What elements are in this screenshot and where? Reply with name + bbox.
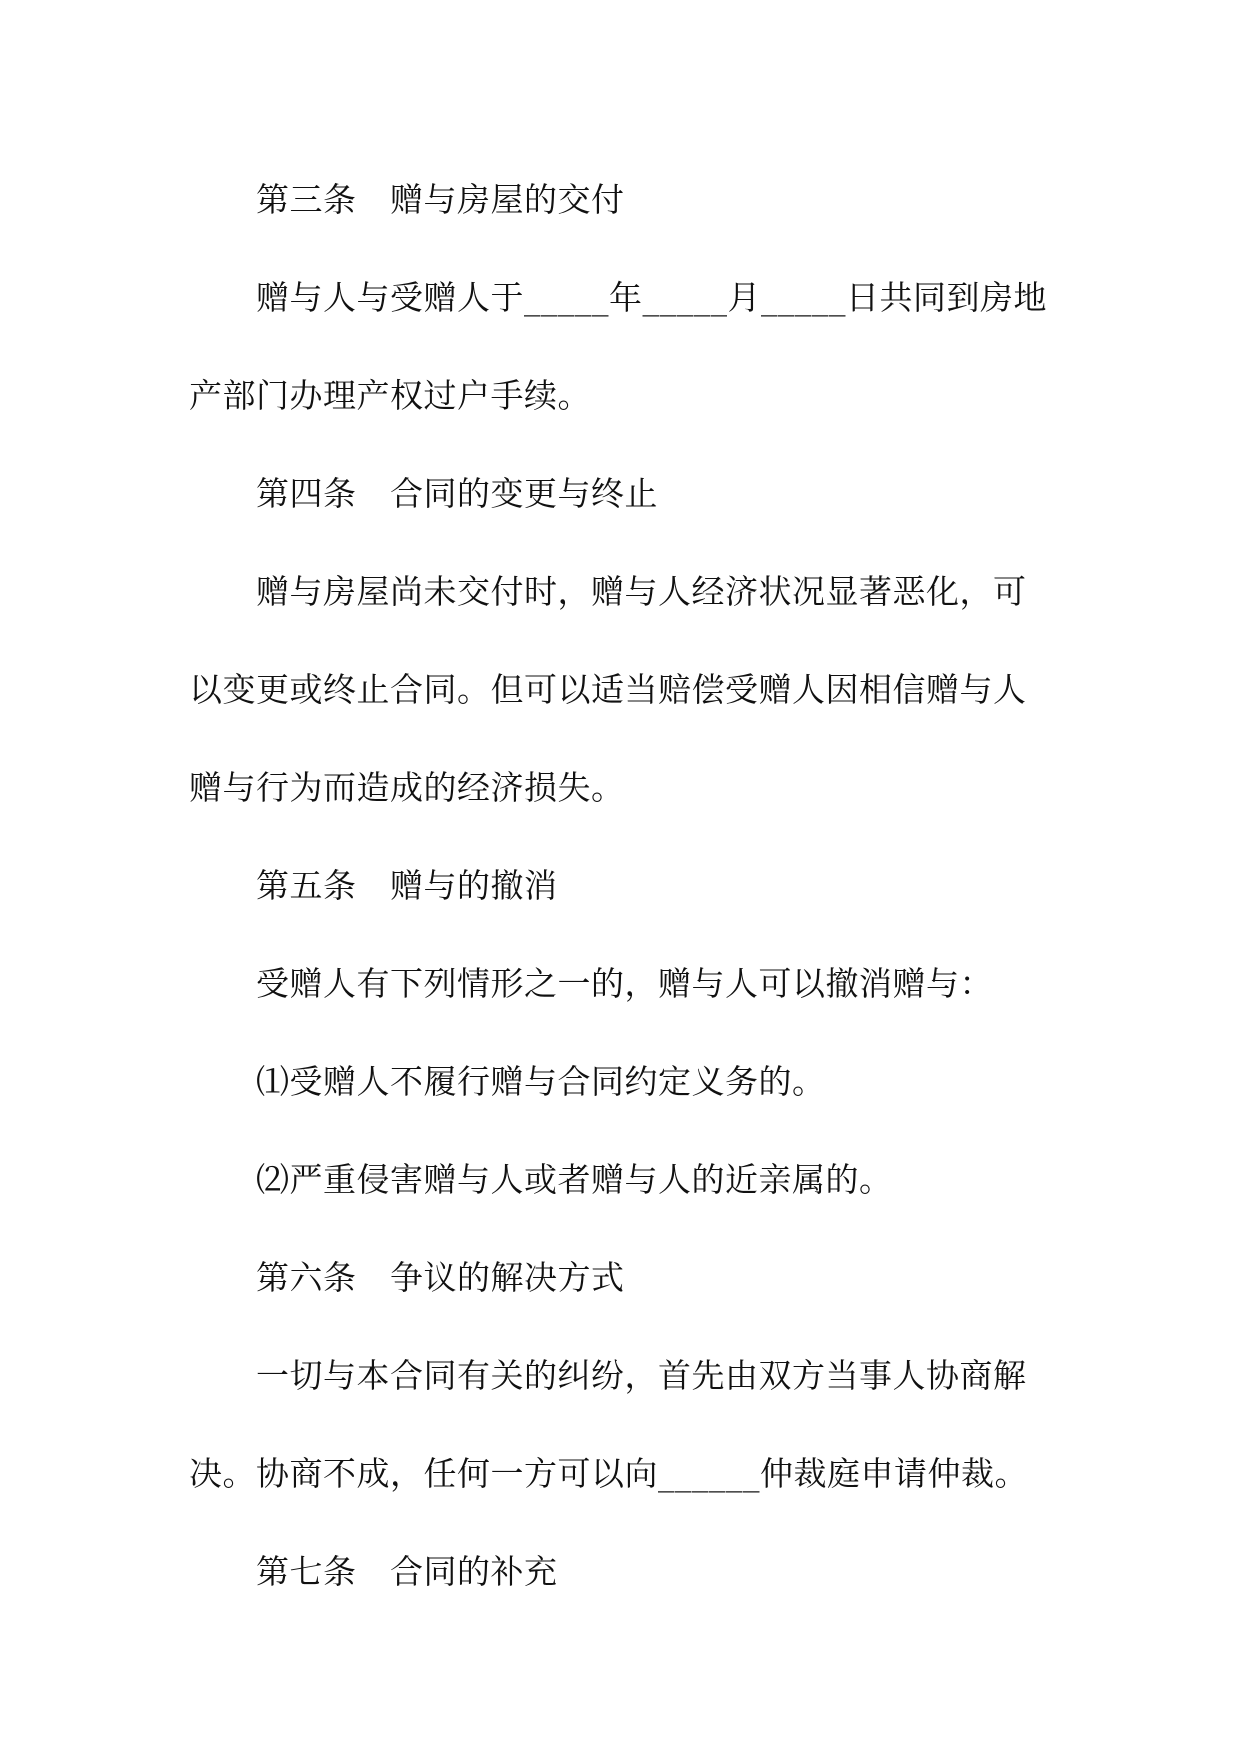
- paragraph-line: 一切与本合同有关的纠纷，首先由双方当事人协商解: [256, 1356, 1027, 1395]
- list-item-1: ⑴受赠人不履行赠与合同约定义务的。: [256, 1062, 826, 1101]
- article-4-heading: 第四条 合同的变更与终止: [256, 474, 658, 513]
- article-6-heading: 第六条 争议的解决方式: [256, 1258, 625, 1297]
- paragraph-line: 受赠人有下列情形之一的，赠与人可以撤消赠与：: [256, 964, 993, 1003]
- paragraph-line: 赠与房屋尚未交付时，赠与人经济状况显著恶化，可: [256, 572, 1027, 611]
- paragraph-line: 以变更或终止合同。但可以适当赔偿受赠人因相信赠与人: [189, 670, 1027, 709]
- paragraph-line: 赠与人与受赠人于_____年_____月_____日共同到房地: [256, 278, 1047, 317]
- article-5-heading: 第五条 赠与的撤消: [256, 866, 558, 905]
- paragraph-line: 赠与行为而造成的经济损失。: [189, 768, 625, 807]
- list-item-2: ⑵严重侵害赠与人或者赠与人的近亲属的。: [256, 1160, 893, 1199]
- article-7-heading: 第七条 合同的补充: [256, 1552, 558, 1591]
- article-3-heading: 第三条 赠与房屋的交付: [256, 180, 625, 219]
- paragraph-line: 决。协商不成，任何一方可以向______仲裁庭申请仲裁。: [189, 1454, 1028, 1493]
- paragraph-line: 产部门办理产权过户手续。: [189, 376, 591, 415]
